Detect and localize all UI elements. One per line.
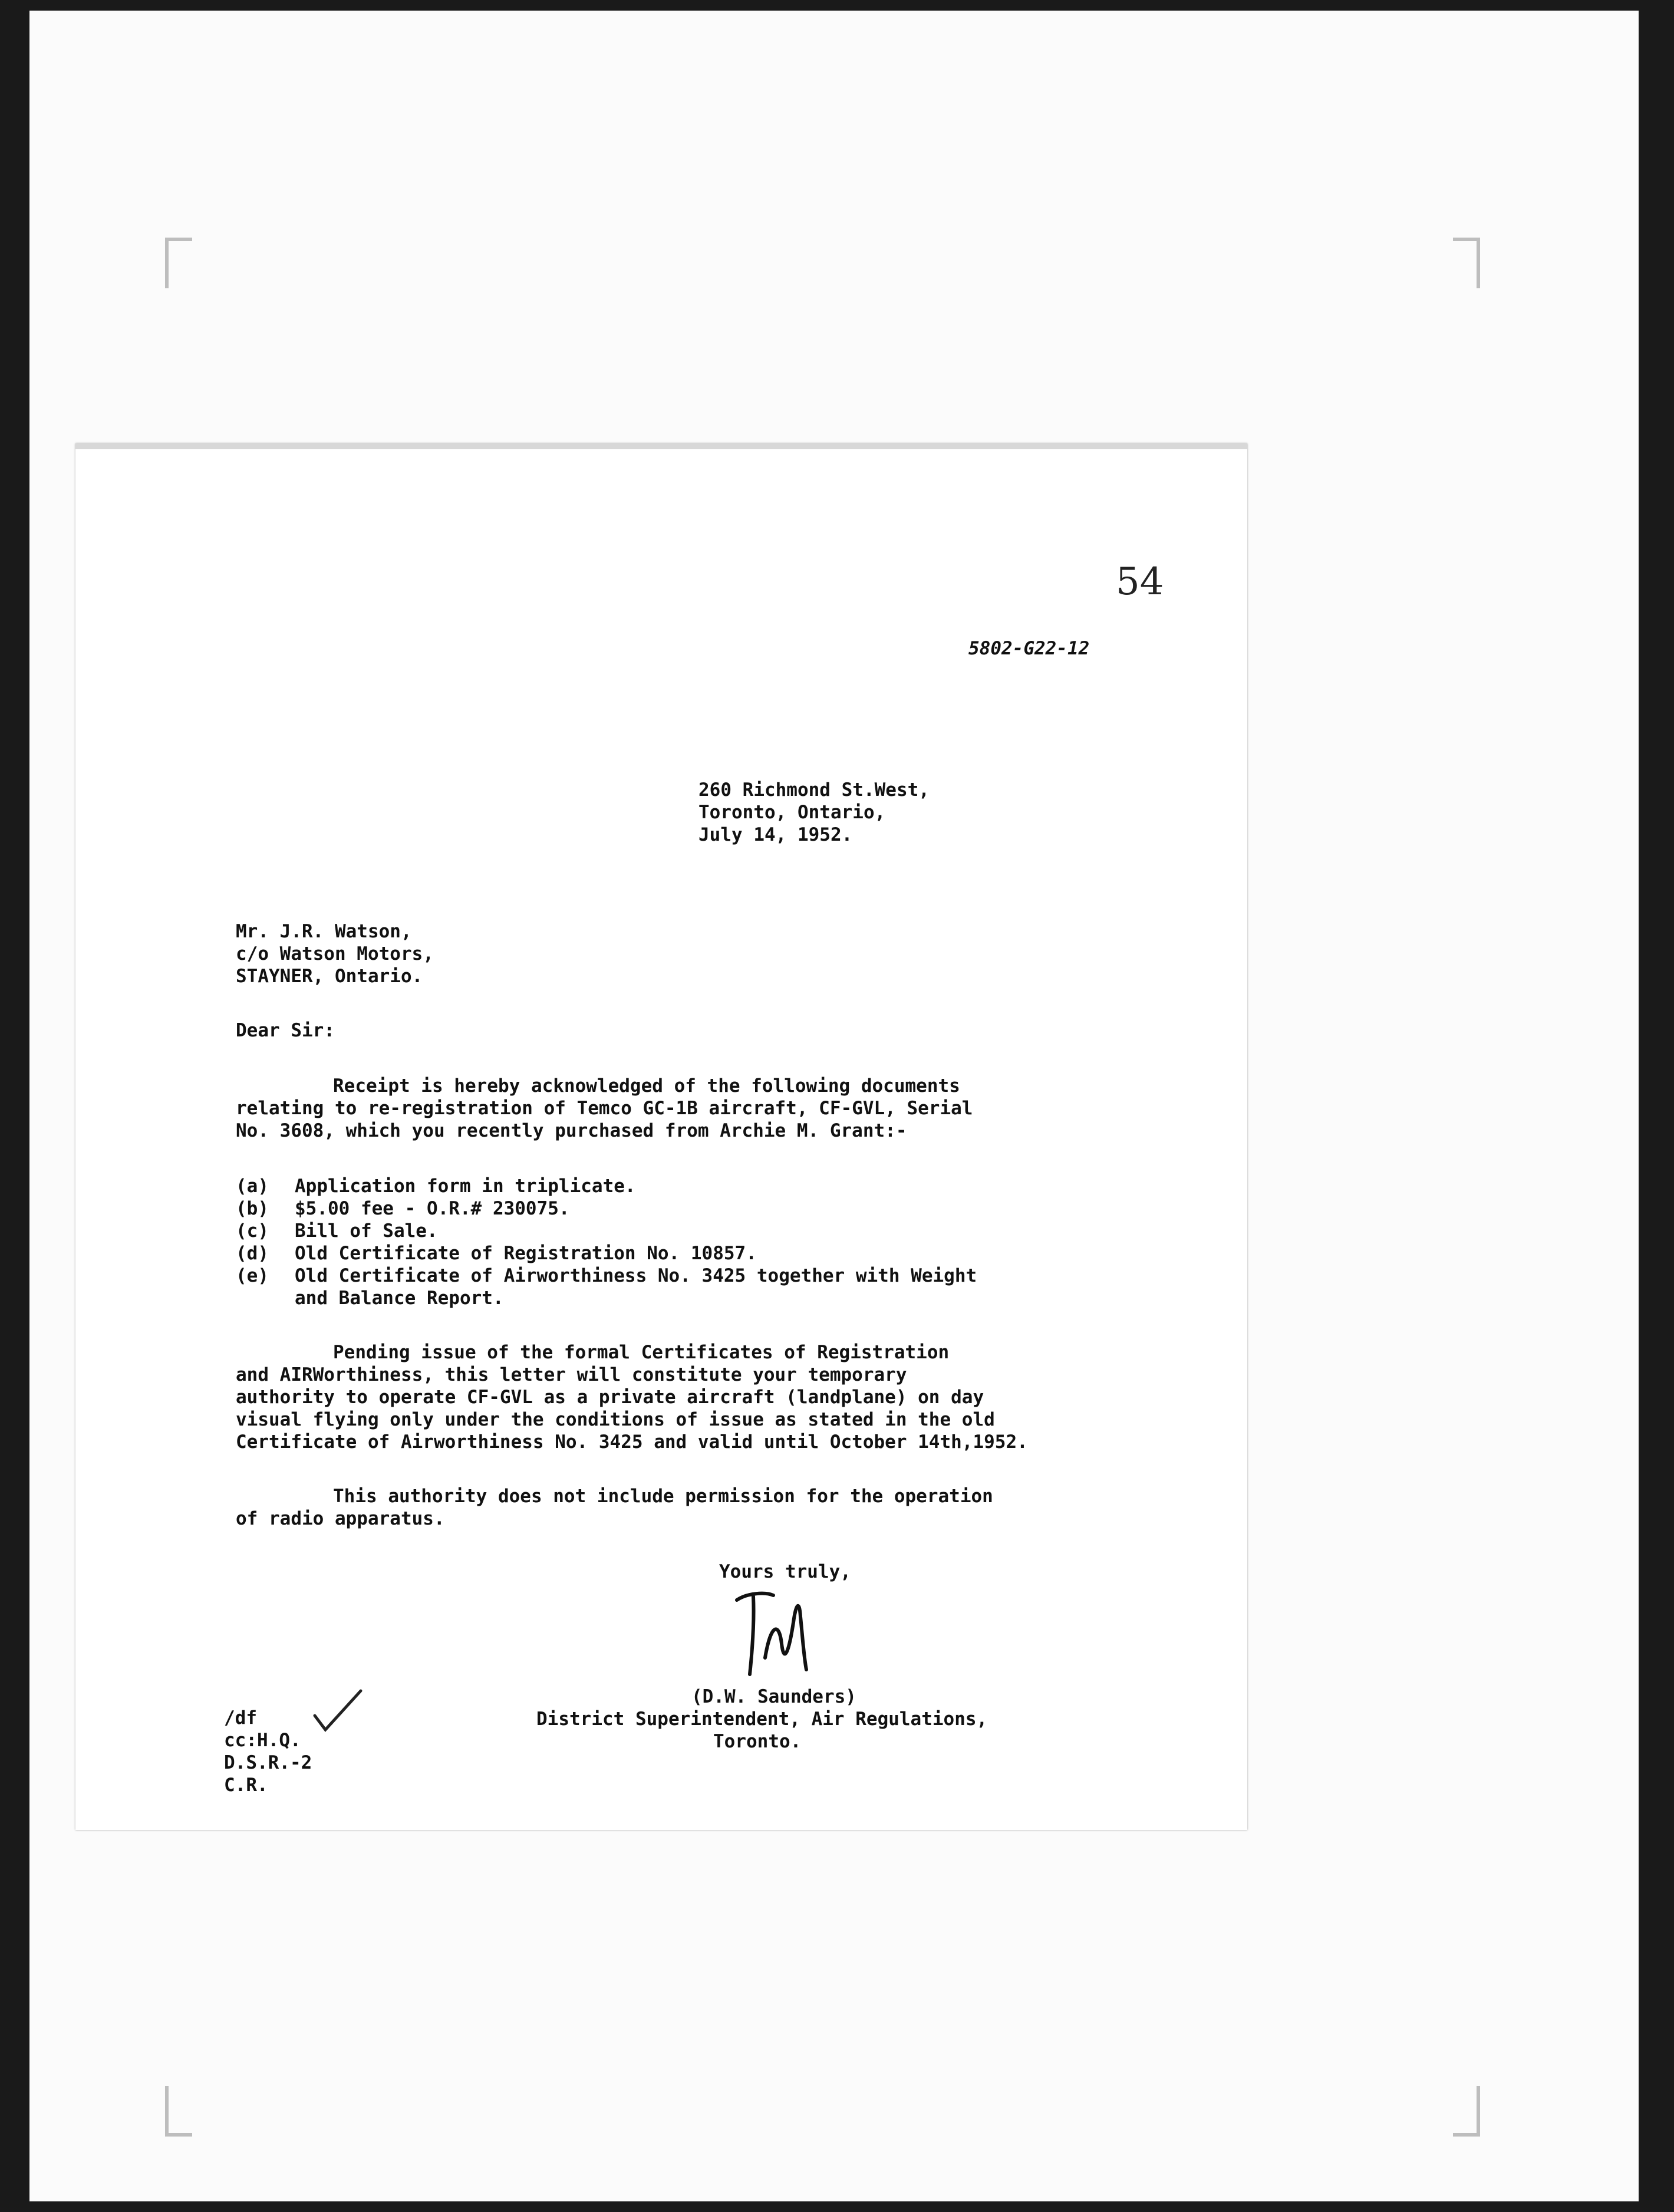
salutation: Dear Sir: (236, 1020, 335, 1041)
list-item: Application form in triplicate. (295, 1176, 636, 1197)
signatory-name: (D.W. Saunders) (691, 1686, 856, 1707)
typist-initials: /df (224, 1707, 257, 1729)
letter-sheet (75, 443, 1247, 1830)
list-item-label: (d) (236, 1243, 269, 1264)
signatory-location: Toronto. (713, 1731, 802, 1752)
paragraph-line: relating to re-registration of Temco GC-1B aircraft, CF-GVL, Serial (236, 1098, 973, 1119)
letter-date: July 14, 1952. (698, 824, 853, 845)
paragraph-line: and AIRWorthiness, this letter will constitute your temporary (236, 1364, 907, 1385)
cr-line: C.R. (224, 1775, 268, 1796)
signatory-title: District Superintendent, Air Regulations, (536, 1709, 988, 1730)
list-item: Old Certificate of Registration No. 10857. (295, 1243, 757, 1264)
page-number: 54 (1116, 560, 1164, 604)
crop-mark-bottom-left (165, 2086, 192, 2137)
paragraph-line: authority to operate CF-GVL as a private aircraft (landplane) on day (236, 1387, 984, 1408)
paragraph-line: of radio apparatus. (236, 1508, 445, 1529)
list-item-label: (e) (236, 1265, 269, 1286)
recipient-city: STAYNER, Ontario. (236, 966, 423, 987)
paragraph-line: No. 3608, which you recently purchased from Archie M. Grant:- (236, 1120, 907, 1141)
crop-mark-top-left (165, 238, 192, 288)
paragraph-line: Certificate of Airworthiness No. 3425 and valid until October 14th,1952. (236, 1431, 1028, 1453)
file-number: 5802-G22-12 (968, 638, 1090, 659)
list-item-label: (c) (236, 1220, 269, 1242)
address-line-2: Toronto, Ontario, (698, 802, 886, 823)
crop-mark-top-right (1453, 238, 1480, 288)
list-item-label: (a) (236, 1176, 269, 1197)
recipient-name: Mr. J.R. Watson, (236, 921, 412, 942)
list-item-continuation: and Balance Report. (295, 1288, 504, 1309)
paragraph-line: This authority does not include permission for the operation (333, 1486, 993, 1507)
list-item: Bill of Sale. (295, 1220, 438, 1242)
paragraph-line: Receipt is hereby acknowledged of the following documents (333, 1075, 960, 1097)
cc-line: cc:H.Q. (224, 1730, 301, 1751)
address-line-1: 260 Richmond St.West, (698, 779, 930, 801)
crop-mark-bottom-right (1453, 2086, 1480, 2137)
signature (730, 1587, 818, 1681)
list-item-label: (b) (236, 1198, 269, 1219)
check-mark-icon (311, 1687, 364, 1734)
recipient-care-of: c/o Watson Motors, (236, 943, 434, 965)
closing: Yours truly, (719, 1561, 851, 1582)
paragraph-line: visual flying only under the conditions of issue as stated in the old (236, 1409, 995, 1430)
list-item: $5.00 fee - O.R.# 230075. (295, 1198, 570, 1219)
paragraph-line: Pending issue of the formal Certificates of Registration (333, 1342, 950, 1363)
list-item: Old Certificate of Airworthiness No. 3425 together with Weight (295, 1265, 977, 1286)
dsr-line: D.S.R.-2 (224, 1752, 312, 1773)
